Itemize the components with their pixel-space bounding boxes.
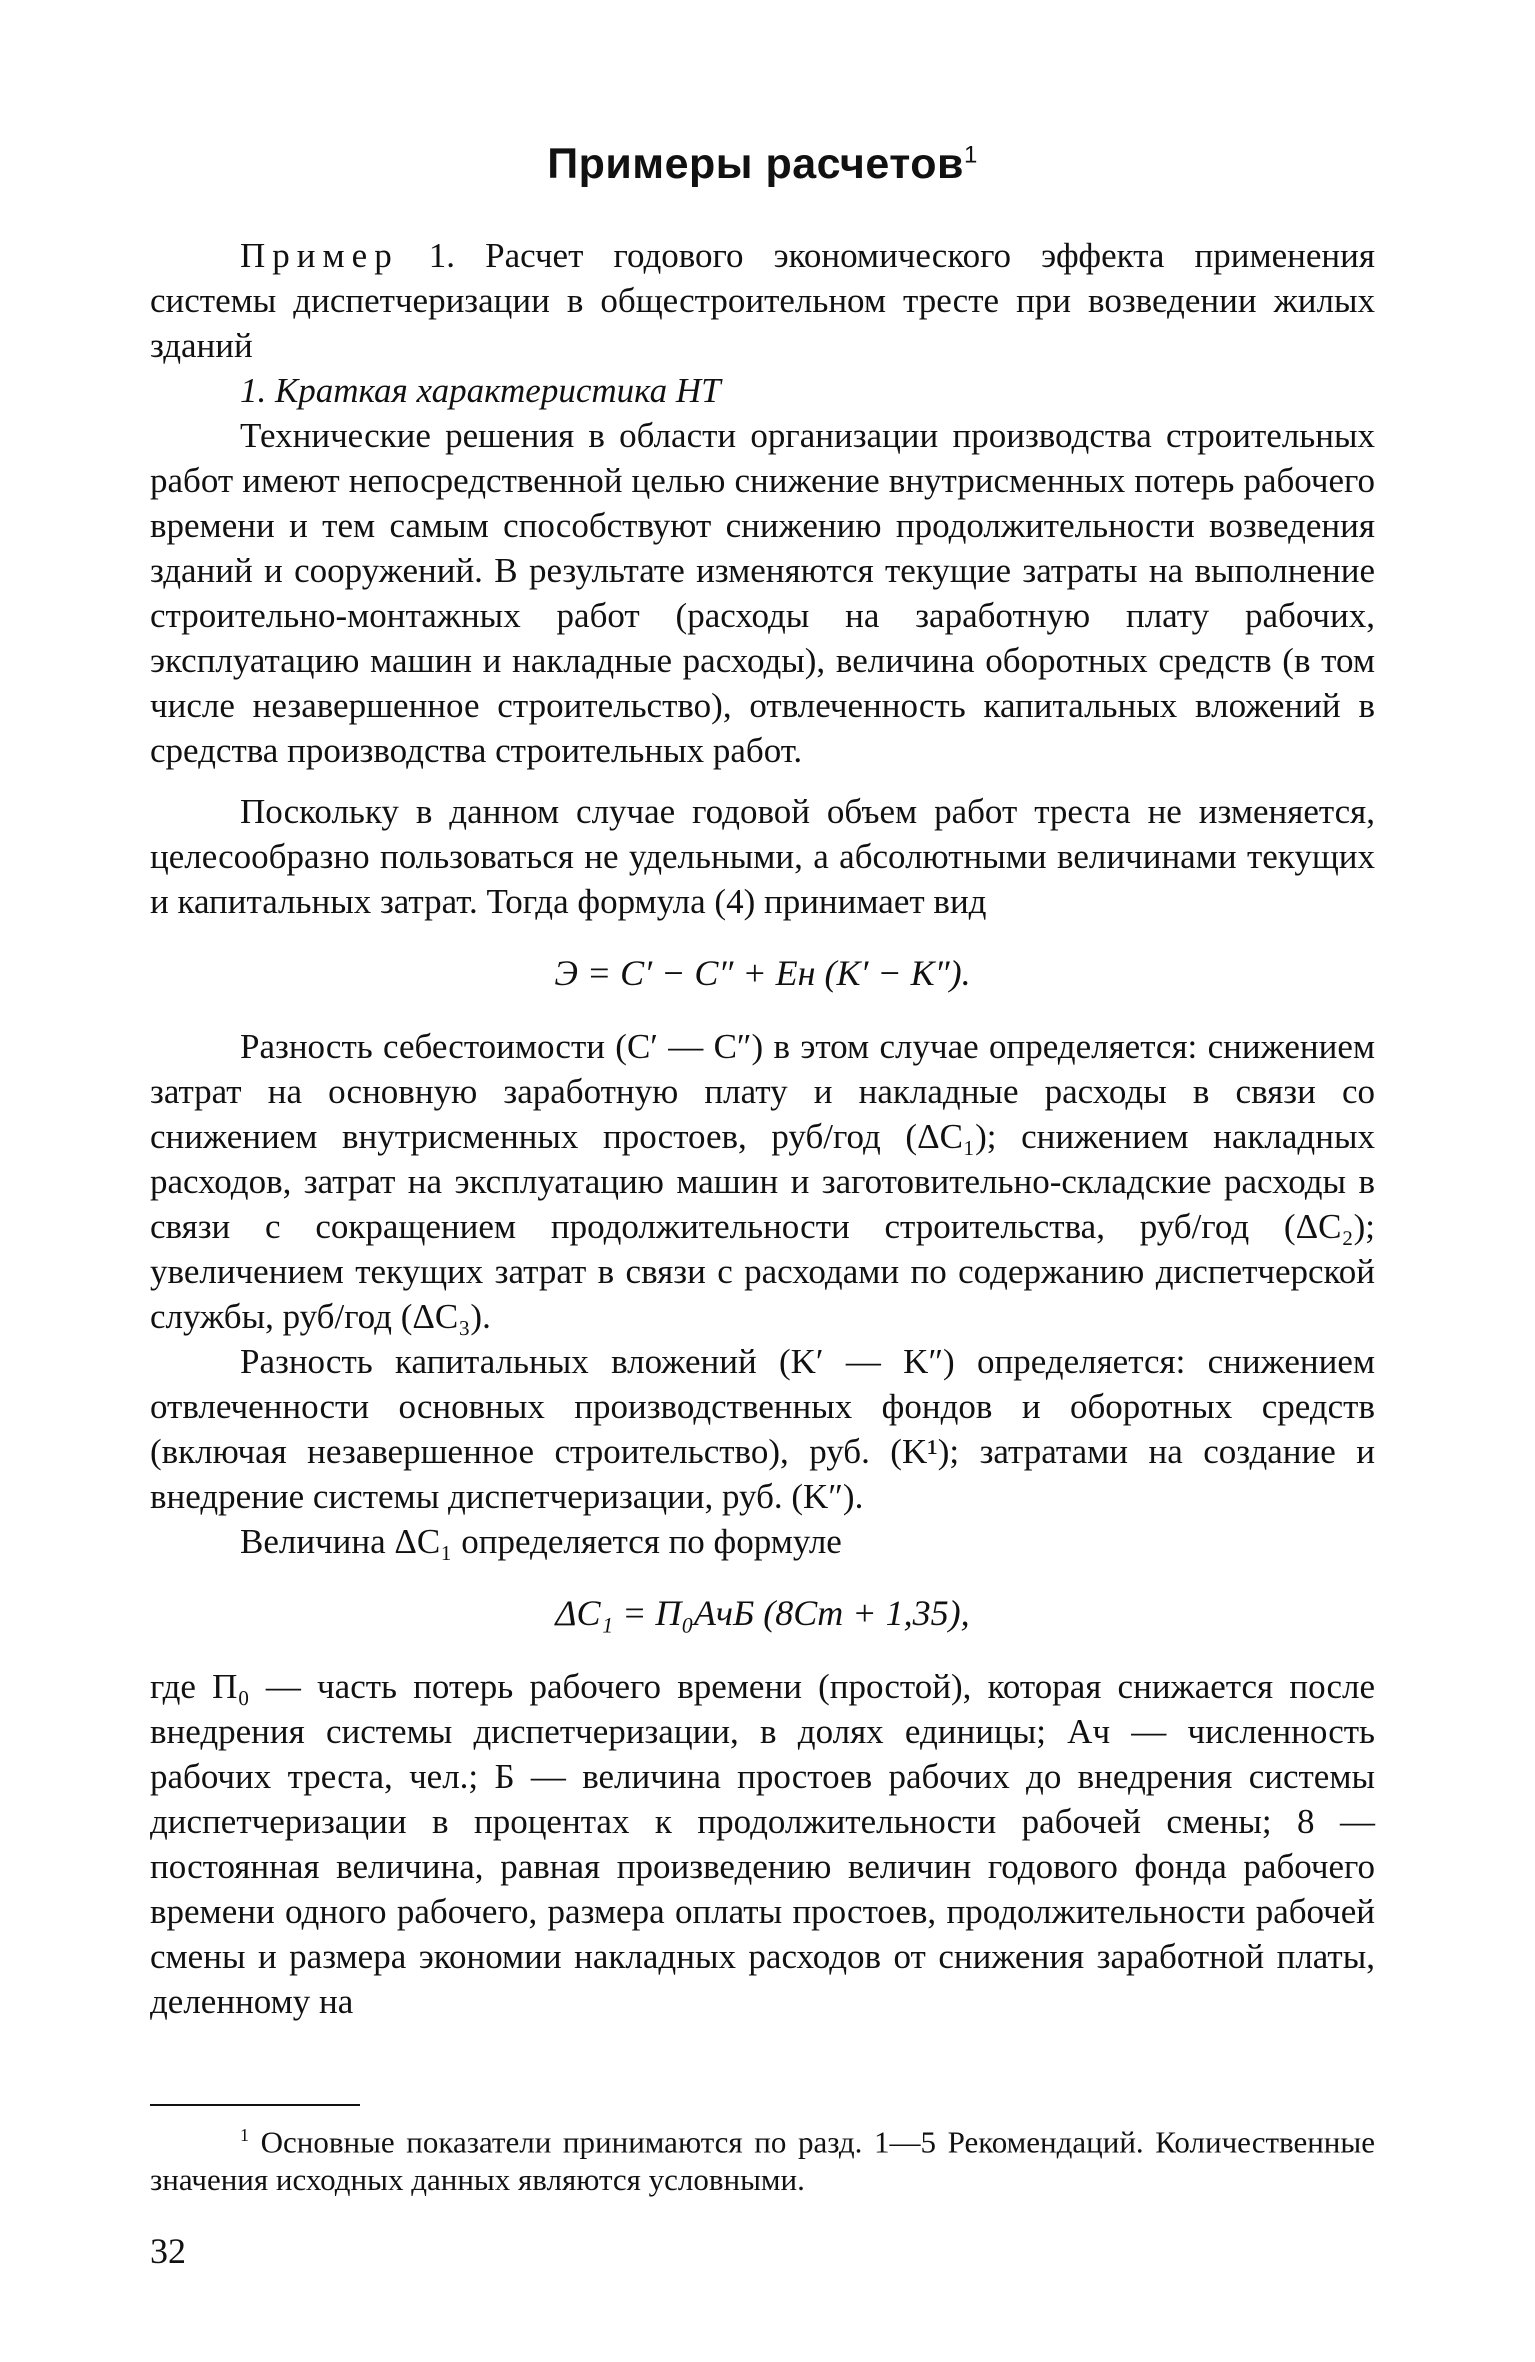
page-number: 32 xyxy=(150,2231,186,2271)
title-text: Примеры расчетов xyxy=(547,140,964,188)
example-paragraph xyxy=(150,233,1375,368)
paragraph-5: Величина ΔC₁ определяется по формуле xyxy=(240,1522,842,1561)
page-body xyxy=(150,140,1375,2199)
formula-2: ΔC₁ = П₀AчБ (8Cт + 1,35), xyxy=(555,1593,970,1633)
title-footnote-mark: 1 xyxy=(963,141,978,169)
page-title xyxy=(150,140,1375,189)
footnote xyxy=(150,2116,1375,2199)
example-text: 1. Расчет годового экономического эффекта применения системы диспетчеризации в общестроительном тресте при возведении жилых зданий xyxy=(150,236,1375,365)
example-label: Пример xyxy=(240,236,399,275)
formula-1: Э = C′ − C″ + Eн (K′ − K″). xyxy=(554,953,971,993)
footnote-text: Основные показатели принимаются по разд. 1—5 Рекомендаций. Количественные значения исходных данных являются условными. xyxy=(150,2124,1375,2198)
paragraph-3: Разность себестоимости (C′ — C″) в этом случае определяется: снижением затрат на основную заработную плату и накладные расходы в связи со снижением внутрисменных простоев, руб/год (ΔC₁); снижением накладных расходов, затрат на эксплуатацию машин и заготовительно-складские расходы в связи с сокращением продолжительности строительства, руб/год (ΔC₂); увеличением текущих затрат в связи с расходами по содержанию диспетчерской службы, руб/год (ΔC₃). xyxy=(150,1027,1375,1336)
paragraph-1: Технические решения в области организации производства строительных работ имеют непосредственной целью снижение внутрисменных потерь рабочего времени и тем самым способствуют снижению продолжительности возведения зданий и сооружений. В результате изменяются текущие затраты на выполнение строительно-монтажных работ (расходы на заработную плату рабочих, эксплуатацию машин и накладные расходы), величина оборотных средств (в том числе незавершенное строительство), отвлеченность капитальных вложений в средства производства строительных работ. xyxy=(150,416,1375,770)
paragraph-4: Разность капитальных вложений (K′ — K″) определяется: снижением отвлеченности основных производственных фондов и оборотных средств (включая незавершенное строительство), руб. (K¹); затратами на создание и внедрение системы диспетчеризации, руб. (K″). xyxy=(150,1342,1375,1516)
paragraph-6: где П₀ — часть потерь рабочего времени (простой), которая снижается после внедрения системы диспетчеризации, в долях единицы; Aч — численность рабочих треста, чел.; Б — величина простоев рабочих до внедрения системы диспетчеризации в процентах к продолжительности рабочей смены; 8 — постоянная величина, равная произведению величин годового фонда рабочего времени одного рабочего, размера оплаты простоев, продолжительности рабочей смены и размера экономии накладных расходов от снижения заработной платы, деленному на xyxy=(150,1667,1375,2021)
footnote-divider xyxy=(150,2104,360,2106)
footnote-mark: 1 xyxy=(240,2125,249,2145)
subheading: 1. Краткая характеристика НТ xyxy=(240,371,721,410)
paragraph-2: Поскольку в данном случае годовой объем работ треста не изменяется, целесообразно пользоваться не удельными, а абсолютными величинами текущих и капитальных затрат. Тогда формула (4) принимает вид xyxy=(150,792,1375,921)
